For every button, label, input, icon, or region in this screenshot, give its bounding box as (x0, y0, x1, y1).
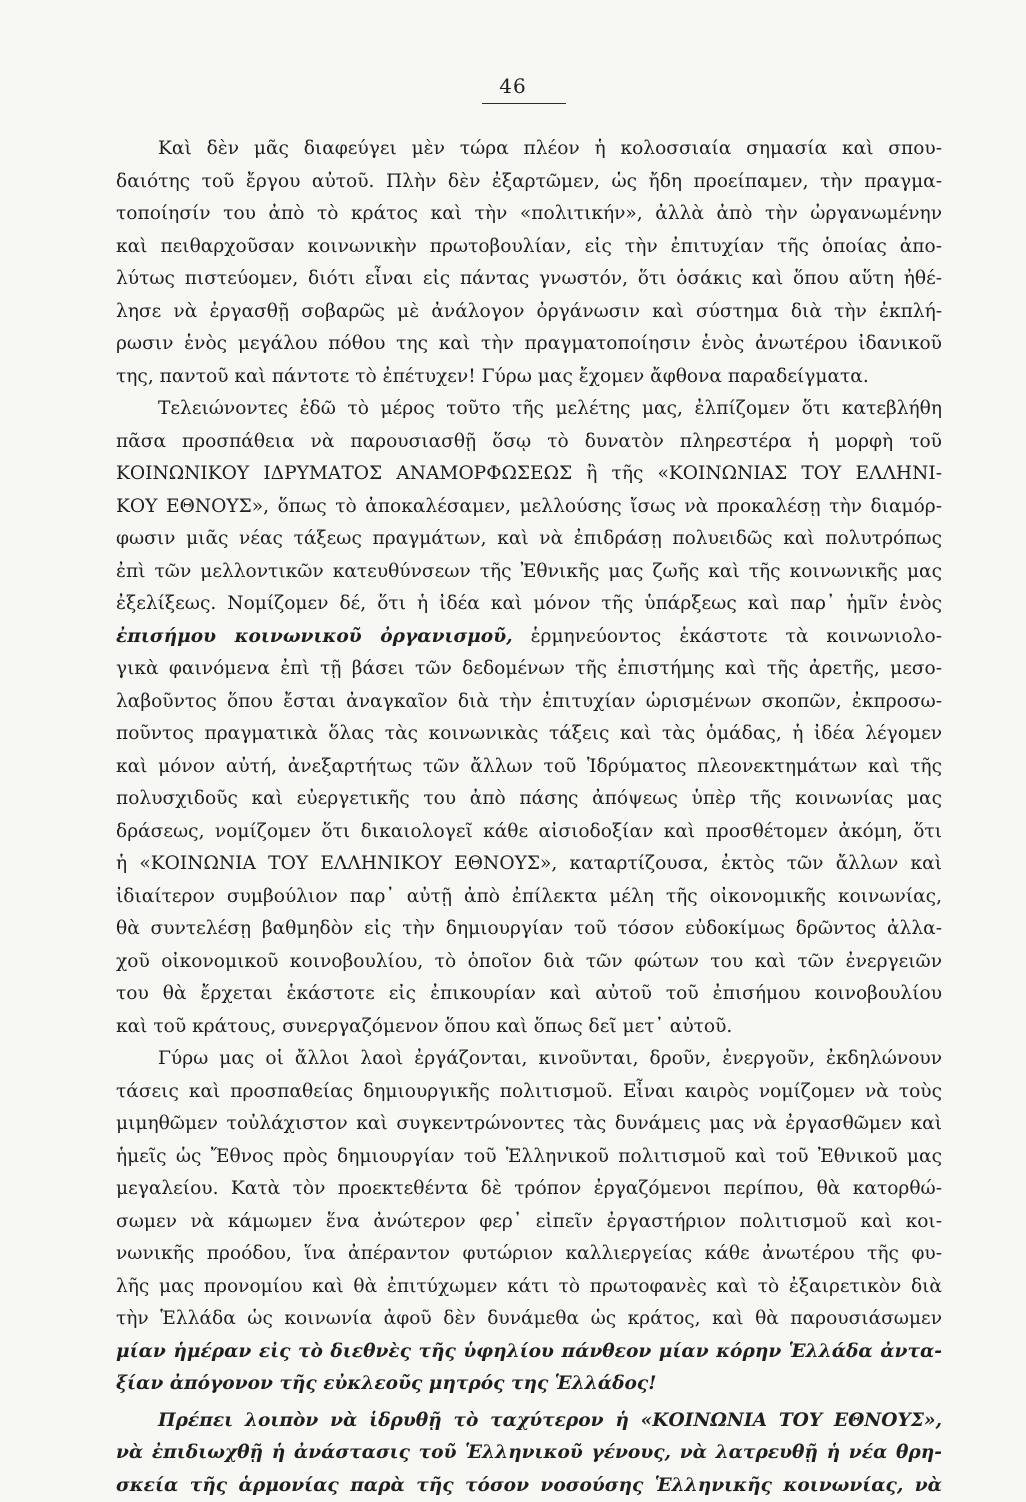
text-line: ἐξελίξεως. Νομίζομεν δέ, ὅτι ἡ ἰδέα καὶ μόνον τῆς ὑπάρξεως καὶ παρ᾽ ἡμῖν ἑνὸς (116, 588, 942, 621)
text-line: λῆς μας προνομίου καὶ θὰ ἐπιτύχωμεν κάτι τὸ πρωτοφανὲς καὶ τὸ ἐξαιρετικὸν διὰ (116, 1271, 942, 1304)
text-line: της, παντοῦ καὶ πάντοτε τὸ ἐπέτυχεν! Γύρω μας ἔχομεν ἄφθονα παραδείγματα. (116, 361, 942, 394)
page-number-rule (482, 103, 566, 104)
text-line: ΚΟΥ ΕΘΝΟΥΣ», ὅπως τὸ ἀποκαλέσαμεν, μελλούσης ἴσως νὰ προκαλέσῃ τὴν διαμόρ- (116, 491, 942, 524)
paragraph-1 (116, 133, 942, 393)
text-line: Γύρω μας οἱ ἄλλοι λαοὶ ἐργάζονται, κινοῦνται, δροῦν, ἐνεργοῦν, ἐκδηλώνουν (116, 1043, 942, 1076)
text-line: θὰ συντελέσῃ βαθμηδὸν εἰς τὴν δημιουργίαν τοῦ τόσον εὐδοκίμως δρῶντος ἀλλα- (116, 913, 942, 946)
text-line: ἡμεῖς ὡς Ἔθνος πρὸς δημιουργίαν τοῦ Ἑλληνικοῦ πολιτισμοῦ καὶ τοῦ Ἐθνικοῦ μας (116, 1141, 942, 1174)
emphasized-line: σκεία τῆς ἁρμονίας παρὰ τῆς τόσον νοσούσης Ἑλληνικῆς κοινωνίας, νὰ (116, 1470, 942, 1502)
body-text (116, 133, 942, 1502)
text-line: χοῦ οἰκονομικοῦ κοινοβουλίου, τὸ ὁποῖον διὰ τῶν φώτων του καὶ τῶν ἐνεργειῶν (116, 946, 942, 979)
emphasized-line: Πρέπει λοιπὸν νὰ ἱδρυθῇ τὸ ταχύτερον ἡ «ΚΟΙΝΩΝΙΑ ΤΟΥ ΕΘΝΟΥΣ», (116, 1405, 942, 1438)
text-line: τοποίησίν του ἀπὸ τὸ κράτος καὶ τὴν «πολιτικήν», ἀλλὰ ἀπὸ τὴν ὠργανωμένην (116, 198, 942, 231)
text-line: πολυσχιδοῦς καὶ εὐεργετικῆς του ἀπὸ πάσης ἀπόψεως ὑπὲρ τῆς κοινωνίας μας (116, 783, 942, 816)
text-line: πᾶσα προσπάθεια νὰ παρουσιασθῇ ὅσῳ τὸ δυνατὸν πληρεστέρα ἡ μορφὴ τοῦ (116, 426, 942, 459)
text-line: τὴν Ἑλλάδα ὡς κοινωνία ἀφοῦ δὲν δυνάμεθα ὡς κράτος, καὶ θὰ παρουσιάσωμεν (116, 1303, 942, 1336)
text-line: μεγαλείου. Κατὰ τὸν προεκτεθέντα δὲ τρόπον ἐργαζόμενοι περίπου, θὰ κατορθώ- (116, 1173, 942, 1206)
text-segment: ἑρμηνεύοντος ἑκάστοτε τὰ κοινωνιολο- (513, 626, 942, 647)
text-line: δαιότης τοῦ ἔργου αὐτοῦ. Πλὴν δὲν ἐξαρτῶμεν, ὡς ἤδη προείπαμεν, τὴν πραγμα- (116, 166, 942, 199)
text-line: δράσεως, νομίζομεν ὅτι δικαιολογεῖ κάθε αἰσιοδοξίαν καὶ προσθέτομεν ἀκόμη, ὅτι (116, 816, 942, 849)
text-line: λησε νὰ ἐργασθῇ σοβαρῶς μὲ ἀνάλογον ὀργάνωσιν καὶ σύστημα διὰ τὴν ἐκπλή- (116, 296, 942, 329)
text-line: γικὰ φαινόμενα ἐπὶ τῇ βάσει τῶν δεδομένων τῆς ἐπιστήμης καὶ τῆς ἀρετῆς, μεσο- (116, 653, 942, 686)
emphasized-line: ξίαν ἀπόγονον τῆς εὐκλεοῦς μητρός της Ἑλλάδος! (116, 1368, 942, 1401)
page-number: 46 (0, 74, 1026, 98)
text-line: σωμεν νὰ κάμωμεν ἕνα ἀνώτερον φερ᾽ εἰπεῖν ἐργαστήριον πολιτισμοῦ καὶ κοι- (116, 1206, 942, 1239)
emphasized-line: μίαν ἡμέραν εἰς τὸ διεθνὲς τῆς ὑφηλίου πάνθεον μίαν κόρην Ἑλλάδα ἀντα- (116, 1336, 942, 1369)
text-line: φωσιν μιᾶς νέας τάξεως πραγμάτων, καὶ νὰ ἐπιδράσῃ πολυειδῶς καὶ πολυτρόπως (116, 523, 942, 556)
text-line: ἡ «ΚΟΙΝΩΝΙΑ ΤΟΥ ΕΛΛΗΝΙΚΟΥ ΕΘΝΟΥΣ», καταρτίζουσα, ἐκτὸς τῶν ἄλλων καὶ (116, 848, 942, 881)
paragraph-2 (116, 393, 942, 1043)
paragraph-3 (116, 1043, 942, 1401)
paragraph-4 (116, 1405, 942, 1502)
text-line: Καὶ δὲν μᾶς διαφεύγει μὲν τώρα πλέον ἡ κολοσσιαία σημασία καὶ σπου- (116, 133, 942, 166)
text-line: ἐπὶ τῶν μελλοντικῶν κατευθύνσεων τῆς Ἐθνικῆς μας ζωῆς καὶ τῆς κοινωνικῆς μας (116, 556, 942, 589)
text-line: του θὰ ἔρχεται ἑκάστοτε εἰς ἐπικουρίαν καὶ αὐτοῦ τοῦ ἐπισήμου κοινοβουλίου (116, 978, 942, 1011)
text-line: τάσεις καὶ προσπαθείας δημιουργικῆς πολιτισμοῦ. Εἶναι καιρὸς νομίζομεν νὰ τοὺς (116, 1076, 942, 1109)
text-line: λαβοῦντος ὅπου ἔσται ἀναγκαῖον διὰ τὴν ἐπιτυχίαν ὡρισμένων σκοπῶν, ἐκπροσω- (116, 686, 942, 719)
emphasized-phrase: ἐπισήμου κοινωνικοῦ ὀργανισμοῦ, (116, 626, 513, 647)
text-line: καὶ μόνον αὐτή, ἀνεξαρτήτως τῶν ἄλλων τοῦ Ἱδρύματος πλεονεκτημάτων καὶ τῆς (116, 751, 942, 784)
text-line: ἰδιαίτερον συμβούλιον παρ᾽ αὐτῇ ἀπὸ ἐπίλεκτα μέλη τῆς οἰκονομικῆς κοινωνίας, (116, 881, 942, 914)
text-line: νωνικῆς προόδου, ἵνα ἀπέραντον φυτώριον καλλιεργείας κάθε ἀνωτέρου τῆς φυ- (116, 1238, 942, 1271)
text-line: ρωσιν ἑνὸς μεγάλου πόθου της καὶ τὴν πραγματοποίησιν ἑνὸς ἀνωτέρου ἰδανικοῦ (116, 328, 942, 361)
text-line: ΚΟΙΝΩΝΙΚΟΥ ΙΔΡΥΜΑΤΟΣ ΑΝΑΜΟΡΦΩΣΕΩΣ ἢ τῆς «ΚΟΙΝΩΝΙΑΣ ΤΟΥ ΕΛΛΗΝΙ- (116, 458, 942, 491)
emphasized-line: νὰ ἐπιδιωχθῇ ἡ ἀνάστασις τοῦ Ἑλληνικοῦ γένους, νὰ λατρευθῇ ἡ νέα θρη- (116, 1437, 942, 1470)
text-line: ποῦντος πραγματικὰ ὅλας τὰς κοινωνικὰς τάξεις καὶ τὰς ὁμάδας, ἡ ἰδέα λέγομεν (116, 718, 942, 751)
text-line-mixed (116, 621, 942, 654)
text-line: καὶ πειθαρχοῦσαν κοινωνικὴν πρωτοβουλίαν, εἰς τὴν ἐπιτυχίαν τῆς ὁποίας ἀπο- (116, 231, 942, 264)
text-line: καὶ τοῦ κράτους, συνεργαζόμενον ὅπου καὶ ὅπως δεῖ μετ᾽ αὐτοῦ. (116, 1011, 942, 1044)
text-line: μιμηθῶμεν τοὐλάχιστον καὶ συγκεντρώνοντες τὰς δυνάμεις μας νὰ ἐργασθῶμεν καὶ (116, 1108, 942, 1141)
text-line: λύτως πιστεύομεν, διότι εἶναι εἰς πάντας γνωστόν, ὅτι ὁσάκις καὶ ὅπου αὕτη ἠθέ- (116, 263, 942, 296)
text-line: Τελειώνοντες ἐδῶ τὸ μέρος τοῦτο τῆς μελέτης μας, ἐλπίζομεν ὅτι κατεβλήθη (116, 393, 942, 426)
